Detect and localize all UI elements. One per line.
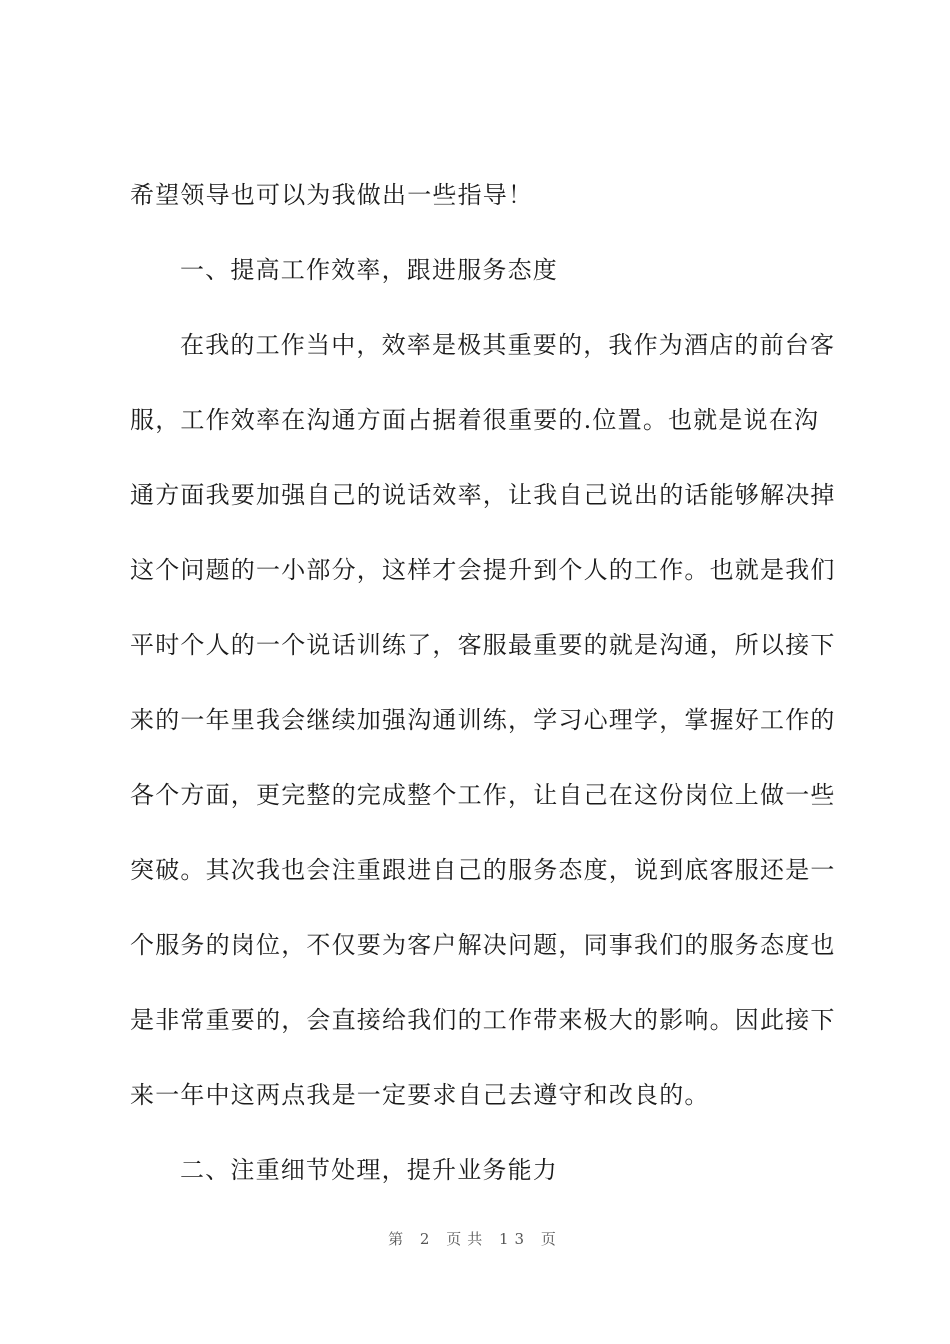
- section-heading: 一、提高工作效率，跟进服务态度: [180, 256, 558, 284]
- paragraph-line: 来一年中这两点我是一定要求自己去遵守和改良的。: [130, 1081, 710, 1109]
- paragraph-line: 希望领导也可以为我做出一些指导！: [130, 181, 534, 209]
- paragraph-line: 在我的工作当中，效率是极其重要的，我作为酒店的前台客: [180, 331, 836, 359]
- paragraph-line: 来的一年里我会继续加强沟通训练，学习心理学，掌握好工作的: [130, 706, 836, 734]
- paragraph-line: 突破。其次我也会注重跟进自己的服务态度，说到底客服还是一: [130, 856, 836, 884]
- paragraph-line: 是非常重要的，会直接给我们的工作带来极大的影响。因此接下: [130, 1006, 836, 1034]
- section-heading: 二、注重细节处理，提升业务能力: [180, 1156, 558, 1184]
- paragraph-line: 这个问题的一小部分，这样才会提升到个人的工作。也就是我们: [130, 556, 836, 584]
- paragraph-line: 个服务的岗位，不仅要为客户解决问题，同事我们的服务态度也: [130, 931, 836, 959]
- paragraph-line: 各个方面，更完整的完成整个工作，让自己在这份岗位上做一些: [130, 781, 836, 809]
- paragraph-line: 平时个人的一个说话训练了，客服最重要的就是沟通，所以接下: [130, 631, 836, 659]
- paragraph-line: 服，工作效率在沟通方面占据着很重要的.位置。也就是说在沟: [130, 406, 820, 434]
- paragraph-line: 通方面我要加强自己的说话效率，让我自己说出的话能够解决掉: [130, 481, 836, 509]
- page-number-footer: 第 2 页共 13 页: [388, 1230, 562, 1248]
